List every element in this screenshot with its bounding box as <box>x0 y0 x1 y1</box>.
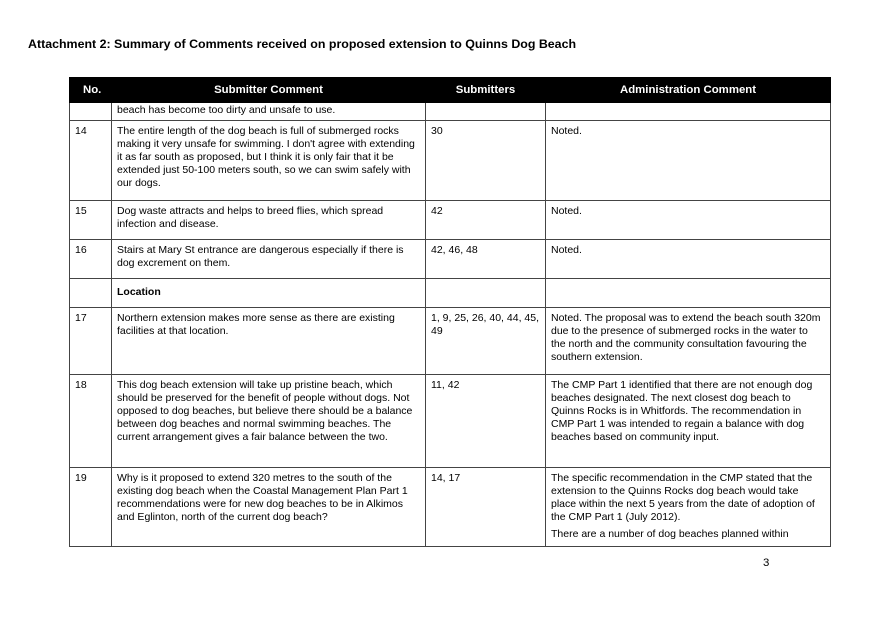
table-row <box>70 468 831 547</box>
header-administration-comment: Administration Comment <box>546 78 831 103</box>
cell-admin: The CMP Part 1 identified that there are not enough dog beaches designated. The next closest dog beach to Quinns Rocks is in Whitfords. The recommendation in CMP Part 1 was intended to regain a balance with dog beaches based on community input. <box>546 375 831 468</box>
cell-admin: Noted. <box>546 240 831 279</box>
table-row <box>70 121 831 201</box>
document-heading: Attachment 2: Summary of Comments received on proposed extension to Quinns Dog Beach <box>28 37 577 51</box>
cell-admin <box>546 468 831 547</box>
table-header-row <box>70 78 831 103</box>
cell-comment: beach has become too dirty and unsafe to use. <box>112 103 426 121</box>
cell-admin: Noted. <box>546 201 831 240</box>
cell-comment: Stairs at Mary St entrance are dangerous especially if there is dog excrement on them. <box>112 240 426 279</box>
cell-submitters <box>426 103 546 121</box>
table-row <box>70 375 831 468</box>
header-no: No. <box>70 78 112 103</box>
cell-comment: Why is it proposed to extend 320 metres to the south of the existing dog beach when the Coastal Management Plan Part 1 recommendations were for new dog beaches to be in Alkimos and Eglinton, north of the current dog beach? <box>112 468 426 547</box>
cell-admin: Noted. <box>546 121 831 201</box>
cell-admin: Noted. The proposal was to extend the beach south 320m due to the presence of submerged rocks in the water to the north and the community consultation favouring the southern extension. <box>546 308 831 375</box>
admin-paragraph: The specific recommendation in the CMP stated that the extension to the Quinns Rocks dog beach would take place within the next 5 years from the date of adoption of the CMP Part 1 (July 2012). <box>551 472 815 523</box>
cell-submitters: 42 <box>426 201 546 240</box>
cell-submitters: 1, 9, 25, 26, 40, 44, 45, 49 <box>426 308 546 375</box>
cell-no: 18 <box>70 375 112 468</box>
cell-no <box>70 279 112 308</box>
header-submitters: Submitters <box>426 78 546 103</box>
cell-no <box>70 103 112 121</box>
cell-submitters: 14, 17 <box>426 468 546 547</box>
table-row <box>70 201 831 240</box>
cell-no: 16 <box>70 240 112 279</box>
cell-submitters: 42, 46, 48 <box>426 240 546 279</box>
table-row-continued <box>70 103 831 121</box>
page-number: 3 <box>763 557 770 569</box>
table-row <box>70 308 831 375</box>
cell-no: 17 <box>70 308 112 375</box>
admin-paragraph-continued: There are a number of dog beaches planned within <box>551 528 789 540</box>
cell-admin <box>546 103 831 121</box>
cell-comment: Northern extension makes more sense as there are existing facilities at that location. <box>112 308 426 375</box>
cell-admin <box>546 279 831 308</box>
cell-comment: This dog beach extension will take up pristine beach, which should be preserved for the benefit of people without dogs. Not opposed to dog beaches, but believe there should be a balance between dog beaches and normal swimming beaches. The current arrangement gives a fair balance between the two. <box>112 375 426 468</box>
cell-no: 15 <box>70 201 112 240</box>
table-row <box>70 240 831 279</box>
cell-submitters <box>426 279 546 308</box>
cell-comment: Dog waste attracts and helps to breed flies, which spread infection and disease. <box>112 201 426 240</box>
header-submitter-comment: Submitter Comment <box>112 78 426 103</box>
section-row-location <box>70 279 831 308</box>
cell-no: 19 <box>70 468 112 547</box>
cell-submitters: 30 <box>426 121 546 201</box>
comments-table <box>69 77 831 547</box>
cell-no: 14 <box>70 121 112 201</box>
section-title: Location <box>112 279 426 308</box>
cell-submitters: 11, 42 <box>426 375 546 468</box>
cell-comment: The entire length of the dog beach is full of submerged rocks making it very unsafe for swimming. I don't agree with extending it as far south as proposed, but I think it is only fair that it be extended just 50-100 meters south, so we can swim safely with our dogs. <box>112 121 426 201</box>
